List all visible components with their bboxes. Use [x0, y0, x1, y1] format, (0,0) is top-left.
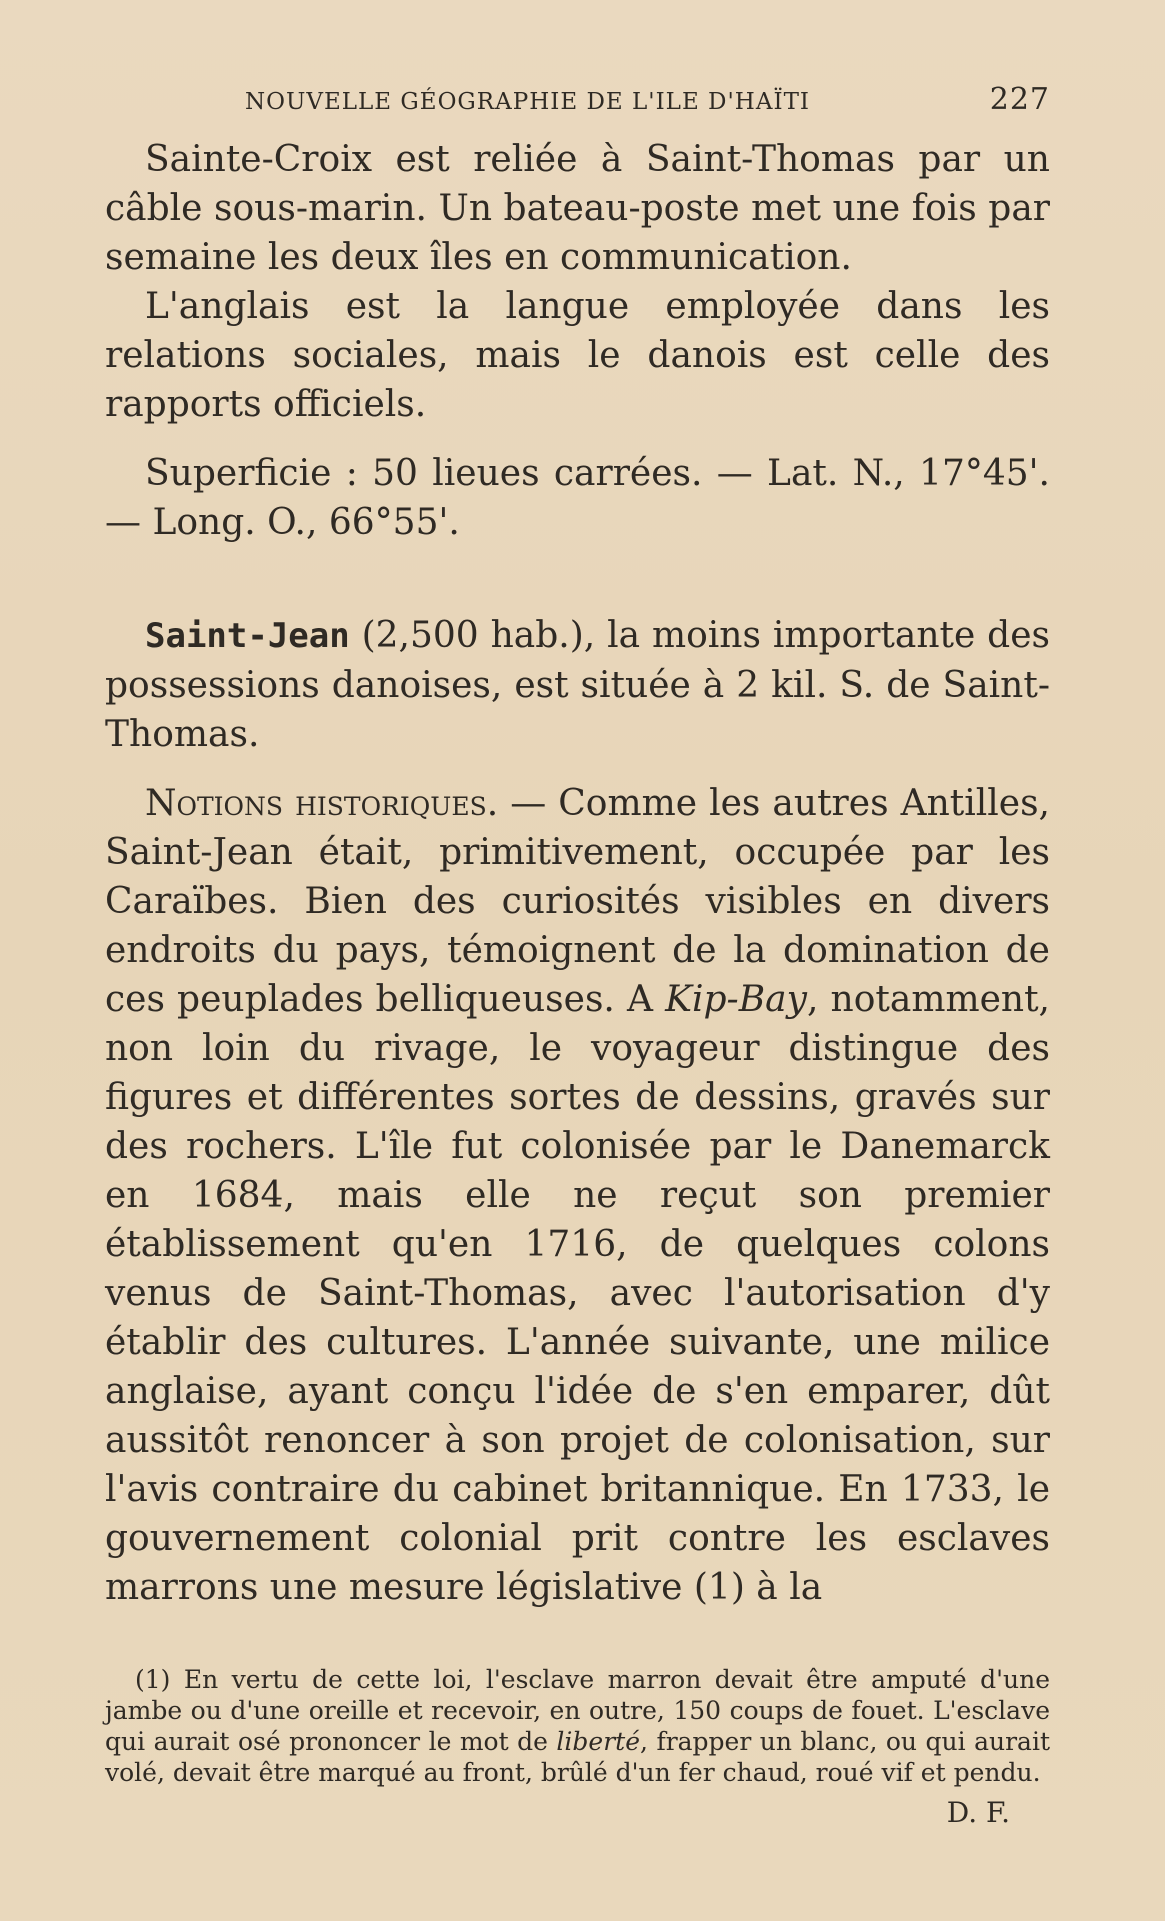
paragraph-sainte-croix: Sainte-Croix est reliée à Saint-Thomas par un câble sous-marin. Un bateau-poste met une fois par semaine les deux îles en communication. [105, 139, 1050, 278]
paragraph-saint-jean [105, 611, 1050, 759]
footnote-text-first: (1) En vertu de cette loi, l'esclave marron devait être amputé d'une jambe ou d'une oreille et recevoir, en outre, 150 coups de fouet. L'esclave qui aurait osé prononcer le mot de [105, 1665, 1050, 1756]
footnote-text-second: , frapper un blanc, ou qui aurait volé, devait être marqué au front, brûlé d'un fer chaud, roué vif et pendu. [105, 1727, 1050, 1787]
history-label: Notions historiques. [145, 783, 499, 824]
footnote-italic-word: liberté [556, 1727, 641, 1756]
page-title: NOUVELLE GÉOGRAPHIE DE L'ILE D'HAÏTI [245, 89, 810, 115]
section-spacer [105, 547, 1050, 611]
kip-bay-place-name: Kip-Bay [665, 979, 807, 1020]
footnote-signature: D. F. [946, 1796, 1010, 1829]
history-text-first: — Comme les autres Antilles, Saint-Jean était, primitivement, occupée par les Caraïbes. Bien des curiosités visibles en divers endroits du pays, témoignent de la domination de ces peuplades belliqueuses. A [105, 783, 1051, 1020]
paragraph-language: L'anglais est la langue employée dans les relations sociales, mais le danois est celle des rapports officiels. [105, 286, 1050, 425]
paragraph-superficie: Superficie : 50 lieues carrées. — Lat. N., 17°45'. — Long. O., 66°55'. [105, 453, 1050, 543]
history-text-second: , notamment, non loin du rivage, le voyageur distingue des figures et différentes sortes de dessins, gravés sur des rochers. L'île fut colonisée par le Danemarck en 1684, mais elle ne reçut son premier établissement qu'en 1716, de quelques colons venus de Saint-Thomas, avec l'autorisation d'y établir des cultures. L'année suivante, une milice anglaise, ayant conçu l'idée de s'en emparer, dût aussitôt renoncer à son projet de colonisation, sur l'avis contraire du cabinet britannique. En 1733, le gouvernement colonial prit contre les esclaves marrons une mesure législative (1) à la [105, 979, 1050, 1608]
section-spacer [105, 759, 1050, 779]
paragraph-history [105, 779, 1050, 1612]
saint-jean-description: (2,500 hab.), la moins importante des possessions danoises, est située à 2 kil. S. de Saint-Thomas. [105, 615, 1050, 755]
section-spacer [105, 429, 1050, 449]
page-number: 227 [989, 82, 1050, 117]
saint-jean-heading: Saint-Jean [145, 616, 350, 656]
running-header [245, 82, 1050, 117]
footnote [105, 1664, 1050, 1788]
